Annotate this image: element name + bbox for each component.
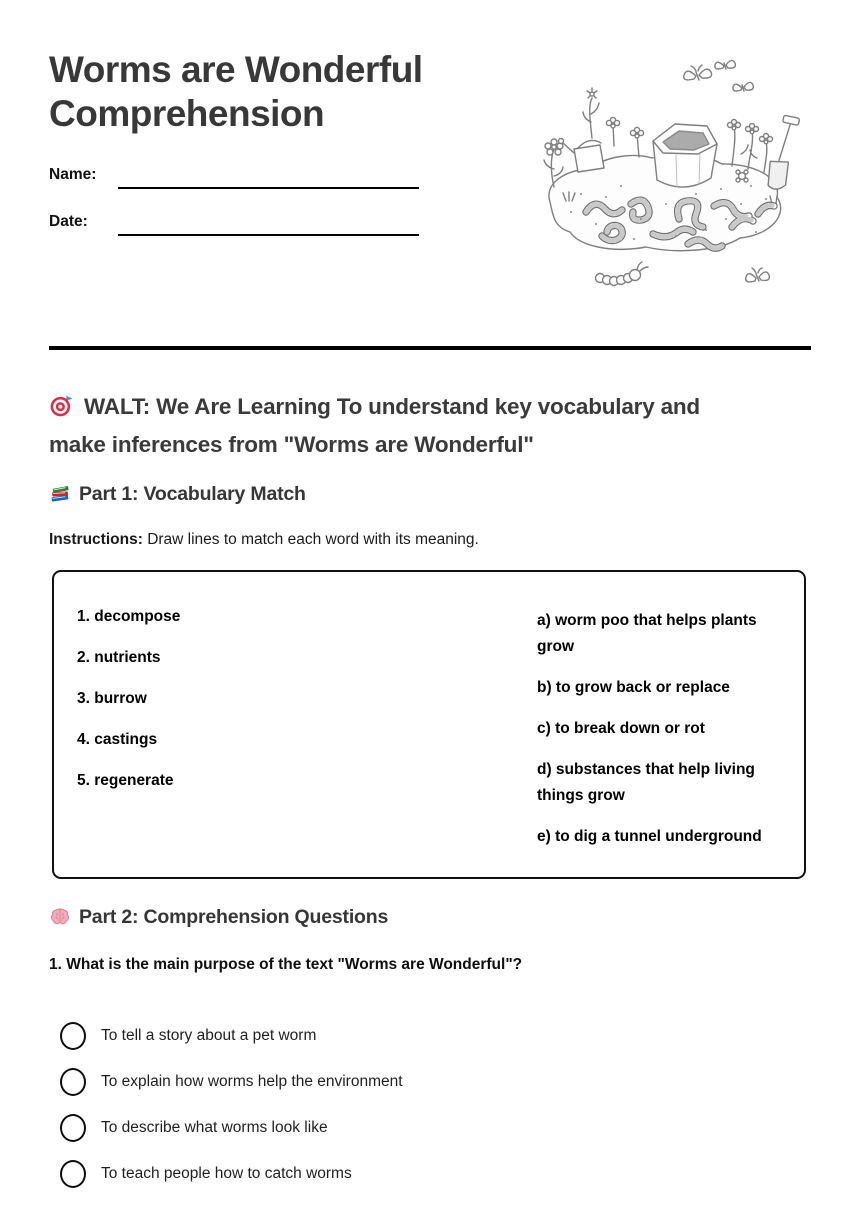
vocab-meaning[interactable]: e) to dig a tunnel underground <box>537 828 762 845</box>
vocab-meaning[interactable]: a) worm poo that helps plants grow <box>537 612 757 655</box>
vocab-word[interactable]: 5. regenerate <box>77 772 174 789</box>
vocab-word[interactable]: 2. nutrients <box>77 649 161 666</box>
vocab-word[interactable]: 4. castings <box>77 731 158 748</box>
name-write-line[interactable] <box>118 187 419 189</box>
walt-line2: make inferences from "Worms are Wonderful" <box>49 431 534 457</box>
option-row <box>60 1160 403 1188</box>
option-row <box>60 1022 403 1050</box>
vocab-meaning[interactable]: b) to grow back or replace <box>537 679 730 696</box>
date-write-line[interactable] <box>118 234 419 236</box>
walt-objective <box>49 388 789 463</box>
walt-line1: WALT: We Are Learning To understand key vocabulary and <box>84 394 700 419</box>
option-label[interactable]: To explain how worms help the environment <box>101 1073 403 1090</box>
vocab-match-box <box>52 570 806 879</box>
part1-heading-label: Part 1: Vocabulary Match <box>79 483 306 505</box>
name-label: Name: <box>49 166 97 183</box>
instructions-text: Draw lines to match each word with its meaning. <box>147 531 479 548</box>
vocab-word[interactable]: 3. burrow <box>77 690 147 707</box>
question-1-options <box>60 1022 403 1206</box>
radio-button[interactable] <box>60 1114 86 1142</box>
section-divider <box>49 346 811 350</box>
books-icon <box>49 482 71 504</box>
vocab-meaning[interactable]: d) substances that help living things grow <box>537 761 755 804</box>
option-label[interactable]: To tell a story about a pet worm <box>101 1027 317 1044</box>
option-label[interactable]: To teach people how to catch worms <box>101 1165 352 1182</box>
radio-button[interactable] <box>60 1022 86 1050</box>
option-label[interactable]: To describe what worms look like <box>101 1119 328 1136</box>
question-1: 1. What is the main purpose of the text "Worms are Wonderful"? <box>49 956 523 973</box>
option-row <box>60 1068 403 1096</box>
vocab-word-list <box>77 608 180 813</box>
date-label: Date: <box>49 213 88 230</box>
vocab-meaning[interactable]: c) to break down or rot <box>537 720 705 737</box>
worm-garden-illustration <box>536 54 810 300</box>
part2-heading <box>49 905 388 929</box>
radio-button[interactable] <box>60 1160 86 1188</box>
vocab-word[interactable]: 1. decompose <box>77 608 181 625</box>
instructions-label: Instructions: <box>49 531 143 548</box>
option-row <box>60 1114 403 1142</box>
part1-heading <box>49 482 306 506</box>
radio-button[interactable] <box>60 1068 86 1096</box>
target-icon <box>49 392 75 418</box>
part2-heading-label: Part 2: Comprehension Questions <box>79 906 389 928</box>
vocab-meaning-list <box>537 608 774 865</box>
part1-instructions <box>49 531 479 549</box>
brain-icon <box>49 905 71 927</box>
page-title: Worms are Wonderful Comprehension <box>49 49 423 134</box>
